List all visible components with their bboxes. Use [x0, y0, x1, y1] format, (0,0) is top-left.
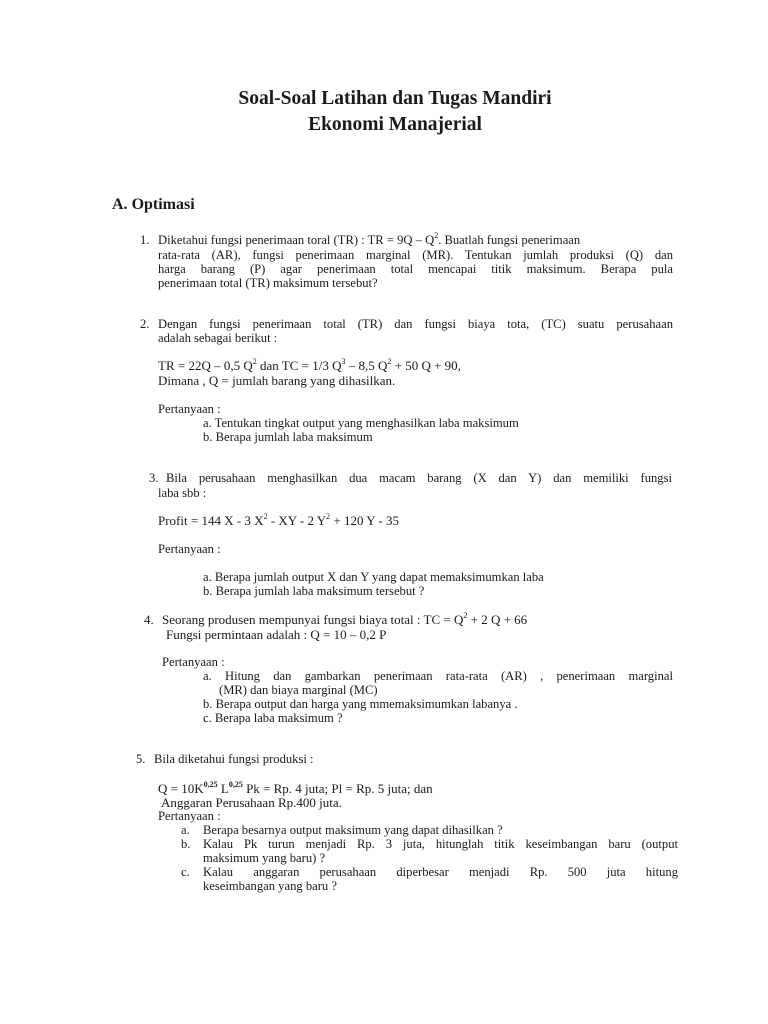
- section-name: Optimasi: [131, 196, 195, 213]
- q4-line2: Fungsi permintaan adalah : Q = 10 – 0,2 P: [166, 627, 387, 642]
- q4-line1: Seorang produsen mempunyai fungsi biaya total : TC = $Q^2 + 2$ Q + 66: [162, 611, 528, 627]
- q5-option-c-label: c.: [181, 865, 190, 879]
- q5-number: 5.: [136, 752, 146, 766]
- q5-question-label: Pertanyaan :: [158, 809, 221, 823]
- q4-option-a-line2: (MR) dan biaya marginal (MC): [219, 683, 378, 697]
- q4-number: 4.: [144, 612, 154, 627]
- q2-equation: TR = 22Q – 0,5 $Q^2$ dan TC = 1/3 $Q^3 - 8,5$ $Q^2 + 50$ Q + 90,: [158, 357, 461, 373]
- q3-question-label: Pertanyaan :: [158, 542, 221, 556]
- q5-option-b-line1: Kalau Pk turun menjadi Rp. 3 juta, hitunglah titik keseimbangan baru (output: [203, 837, 678, 851]
- q2-question-label: Pertanyaan :: [158, 402, 221, 416]
- q2-number: 2.: [140, 317, 150, 331]
- q1-line3: harga barang (P) agar penerimaan total mencapai titik maksimum. Berapa pula: [158, 262, 673, 276]
- q5-option-c-line1: Kalau anggaran perusahaan diperbesar menjadi Rp. 500 juta hitung: [203, 865, 678, 879]
- q3-line1: Bila perusahaan menghasilkan dua macam barang (X dan Y) dan memiliki fungsi: [166, 471, 672, 485]
- q1-line2: rata-rata (AR), fungsi penerimaan marginal (MR). Tentukan jumlah produksi (Q) dan: [158, 248, 673, 262]
- q5-equation: $Q = 10K^{0,25}$ L$^{0,25}$ Pk = Rp. 4 juta; Pl = Rp. 5 juta; dan: [158, 780, 433, 796]
- section-heading: [112, 196, 195, 214]
- q2-line1: Dengan fungsi penerimaan total (TR) dan fungsi biaya tota, (TC) suatu perusahaan: [158, 317, 673, 331]
- q5-option-c-line2: keseimbangan yang baru ?: [203, 879, 337, 893]
- section-letter: A.: [112, 196, 128, 213]
- q4-question-label: Pertanyaan :: [162, 655, 225, 669]
- q3-option-b: b. Berapa jumlah laba maksimum tersebut ?: [203, 584, 425, 598]
- q5-option-b-label: b.: [181, 837, 191, 851]
- document-title-line1: Soal-Soal Latihan dan Tugas Mandiri: [238, 88, 552, 109]
- q3-line2: laba sbb :: [158, 486, 207, 500]
- q4-option-a-line1: a. Hitung dan gambarkan penerimaan rata-rata (AR) , penerimaan marginal: [203, 669, 673, 683]
- q2-where: Dimana , Q = jumlah barang yang dihasilkan.: [158, 373, 396, 388]
- q3-number: 3.: [149, 471, 159, 485]
- document-title-line2: Ekonomi Manajerial: [308, 114, 482, 135]
- q5-option-a: Berapa besarnya output maksimum yang dapat dihasilkan ?: [203, 823, 503, 837]
- q1-line4: penerimaan total (TR) maksimum tersebut?: [158, 276, 378, 290]
- q5-option-a-label: a.: [181, 823, 190, 837]
- q4-option-b: b. Berapa output dan harga yang mmemaksimumkan labanya .: [203, 697, 518, 711]
- q3-equation: Profit = 144 X - 3 $X^2$ - XY - 2 $Y^2 + 120$ Y - 35: [158, 512, 400, 528]
- q2-line2: adalah sebagai berikut :: [158, 331, 278, 345]
- q2-option-b: b. Berapa jumlah laba maksimum: [203, 430, 373, 444]
- q4-option-c: c. Berapa laba maksimum ?: [203, 711, 343, 725]
- q3-option-a: a. Berapa jumlah output X dan Y yang dapat memaksimumkan laba: [203, 570, 544, 584]
- q5-option-b-line2: maksimum yang baru) ?: [203, 851, 326, 865]
- q5-budget: Anggaran Perusahaan Rp.400 juta.: [161, 795, 342, 810]
- q1-number: 1.: [140, 233, 150, 247]
- q1-line1: Diketahui fungsi penerimaan toral (TR) : TR = $9Q - Q^2$. Buatlah fungsi penerimaan: [158, 231, 581, 247]
- q5-line1: Bila diketahui fungsi produksi :: [154, 752, 314, 766]
- q2-option-a: a. Tentukan tingkat output yang menghasilkan laba maksimum: [203, 416, 519, 430]
